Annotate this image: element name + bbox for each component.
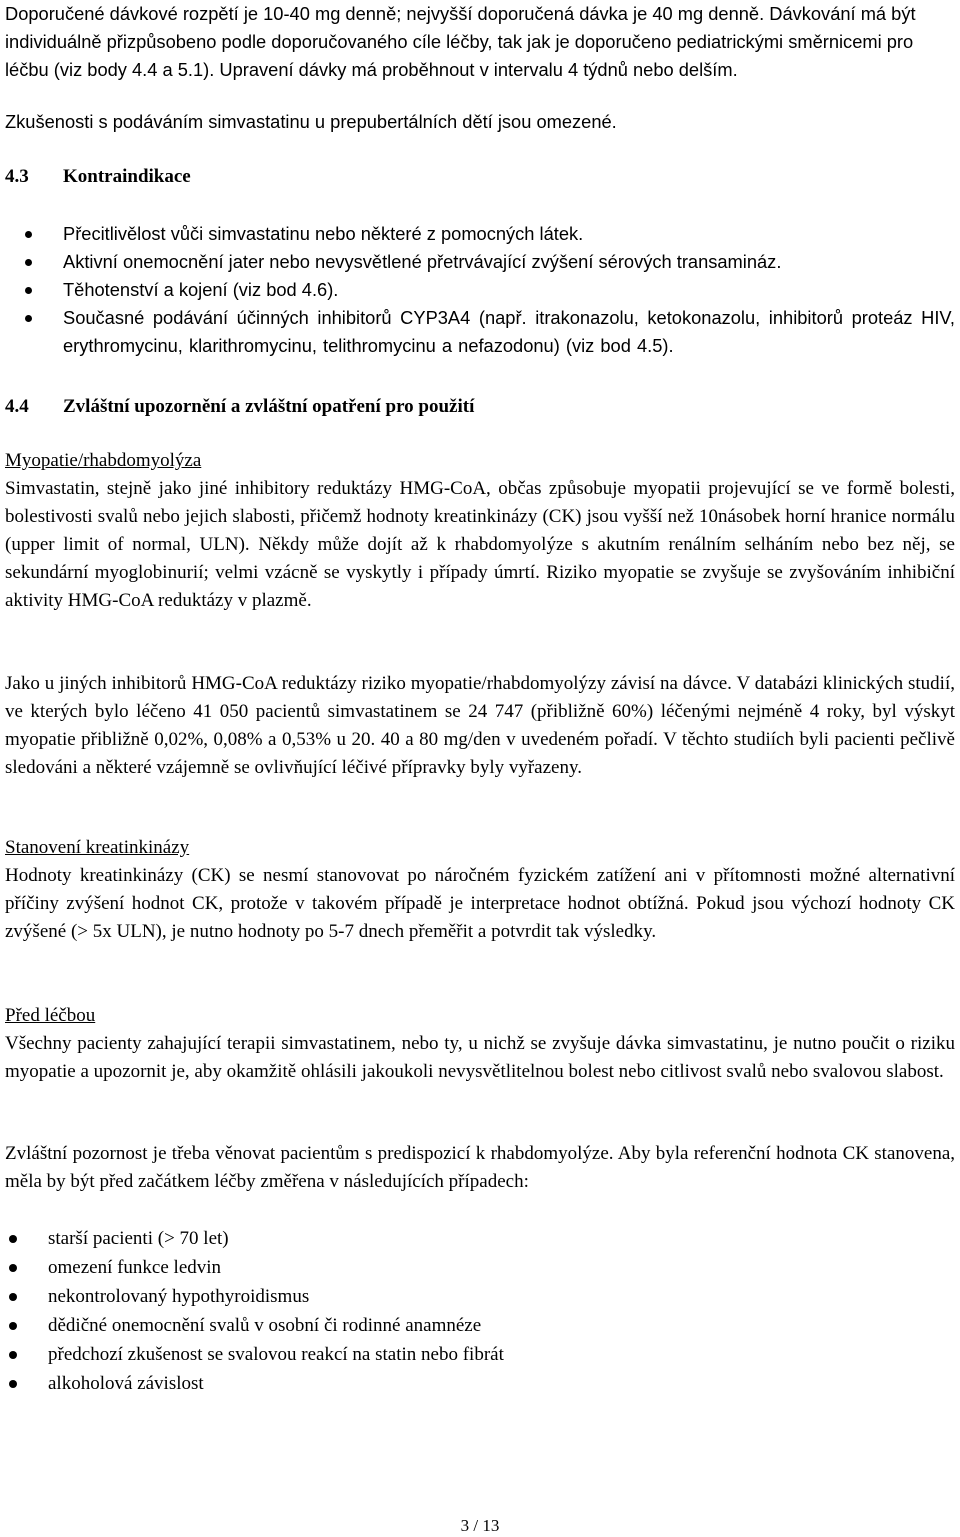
section-heading-4-3 [5,163,191,191]
page-number: 3 / 13 [460,1516,500,1535]
subheading-before-treatment: Před léčbou [5,1005,96,1026]
section-number: 4.4 [5,396,29,417]
list-item: Aktivní onemocnění jater nebo nevysvětlené přetrvávající zvýšení sérových transamináz. [5,248,955,276]
list-item: dědičné onemocnění svalů v osobní či rodinné anamnéze [5,1312,955,1340]
list-item: starší pacienti (> 70 let) [5,1225,955,1253]
paragraph-creatine-kinase: Hodnoty kreatinkinázy (CK) se nesmí stanovovat po náročném fyzickém zatížení ani v přítomnosti možné alternativní příčiny zvýšení hodnot CK, protože v takovém případě je interpretace hodnot obtížná. Pokud jsou výchozí hodnoty CK zvýšené (> 5x ULN), je nutno hodnoty po 5-7 dnech přeměřit a potvrdit tak výsledky. [5,865,955,942]
section-title: Kontraindikace [63,166,191,187]
section-number: 4.3 [5,166,29,187]
list-item: nekontrolovaný hypothyroidismus [5,1283,955,1311]
risk-factors-list [5,1225,955,1398]
list-item: Těhotenství a kojení (viz bod 4.6). [5,276,955,304]
subheading-myopathy: Myopatie/rhabdomyolýza [5,450,202,471]
paragraph-myopathy-2: Jako u jiných inhibitorů HMG-CoA reduktázy riziko myopatie/rhabdomyolýzy závisí na dávce. V databázi klinických studií, ve kterých bylo léčeno 41 050 pacientů simvastatinem se 24 747 (přibližně 60%) léčenými nejméně 4 roky, byl výskyt myopatie přibližně 0,02%, 0,08% a 0,53% u 20. 40 a 80 mg/den v uvedeném pořadí. V těchto studiích byli pacienti pečlivě sledováni a některé vzájemně se ovlivňující léčivé přípravky byly vyřazeny. [5,673,955,778]
list-item: Přecitlivělost vůči simvastatinu nebo některé z pomocných látek. [5,220,955,248]
subheading-creatine-kinase: Stanovení kreatinkinázy [5,837,190,858]
list-item: alkoholová závislost [5,1370,955,1398]
section-title: Zvláštní upozornění a zvláštní opatření pro použití [63,396,475,417]
section-heading-4-4 [5,393,474,421]
intro-paragraph-prepubertal: Zkušenosti s podáváním simvastatinu u prepubertálních dětí jsou omezené. [5,111,617,132]
list-item: Současné podávání účinných inhibitorů CYP3A4 (např. itrakonazolu, ketokonazolu, inhibitorů proteáz HIV, erythromycinu, klarithromycinu, telithromycinu a nefazodonu) (viz bod 4.5). [5,304,955,360]
paragraph-myopathy-1: Simvastatin, stejně jako jiné inhibitory reduktázy HMG-CoA, občas způsobuje myopatii projevující se ve formě bolesti, bolestivosti svalů nebo jejich slabosti, přičemž hodnoty kreatinkinázy (CK) jsou vyšší než 10násobek horní hranice normálu (upper limit of normal, ULN). Někdy může dojít až k rhabdomyolýze s akutním renálním selháním nebo bez něj, se sekundární myoglobinurií; velmi vzácně se vyskytly i případy úmrtí. Riziko myopatie se zvyšuje se zvyšováním inhibiční aktivity HMG-CoA reduktázy v plazmě. [5,478,955,611]
list-item: omezení funkce ledvin [5,1254,955,1282]
contraindications-list [5,220,955,360]
intro-paragraph-dosage: Doporučené dávkové rozpětí je 10-40 mg denně; nejvyšší doporučená dávka je 40 mg denně. Dávkování má být individuálně přizpůsobeno podle doporučovaného cíle léčby, tak jak je doporučeno pediatrickými směrnicemi pro léčbu (viz body 4.4 a 5.1). Upravení dávky má proběhnout v intervalu 4 týdnů nebo delším. [5,3,916,80]
paragraph-before-treatment-2: Zvláštní pozornost je třeba věnovat pacientům s predispozicí k rhabdomyolýze. Aby byla referenční hodnota CK stanovena, měla by být před začátkem léčby změřena v následujících případech: [5,1143,955,1192]
list-item: předchozí zkušenost se svalovou reakcí na statin nebo fibrát [5,1341,955,1369]
paragraph-before-treatment-1: Všechny pacienty zahajující terapii simvastatinem, nebo ty, u nichž se zvyšuje dávka simvastatinu, je nutno poučit o riziku myopatie a upozornit je, aby okamžitě ohlásili jakoukoli nevysvětlitelnou bolest nebo citlivost svalů nebo svalovou slabost. [5,1033,955,1082]
